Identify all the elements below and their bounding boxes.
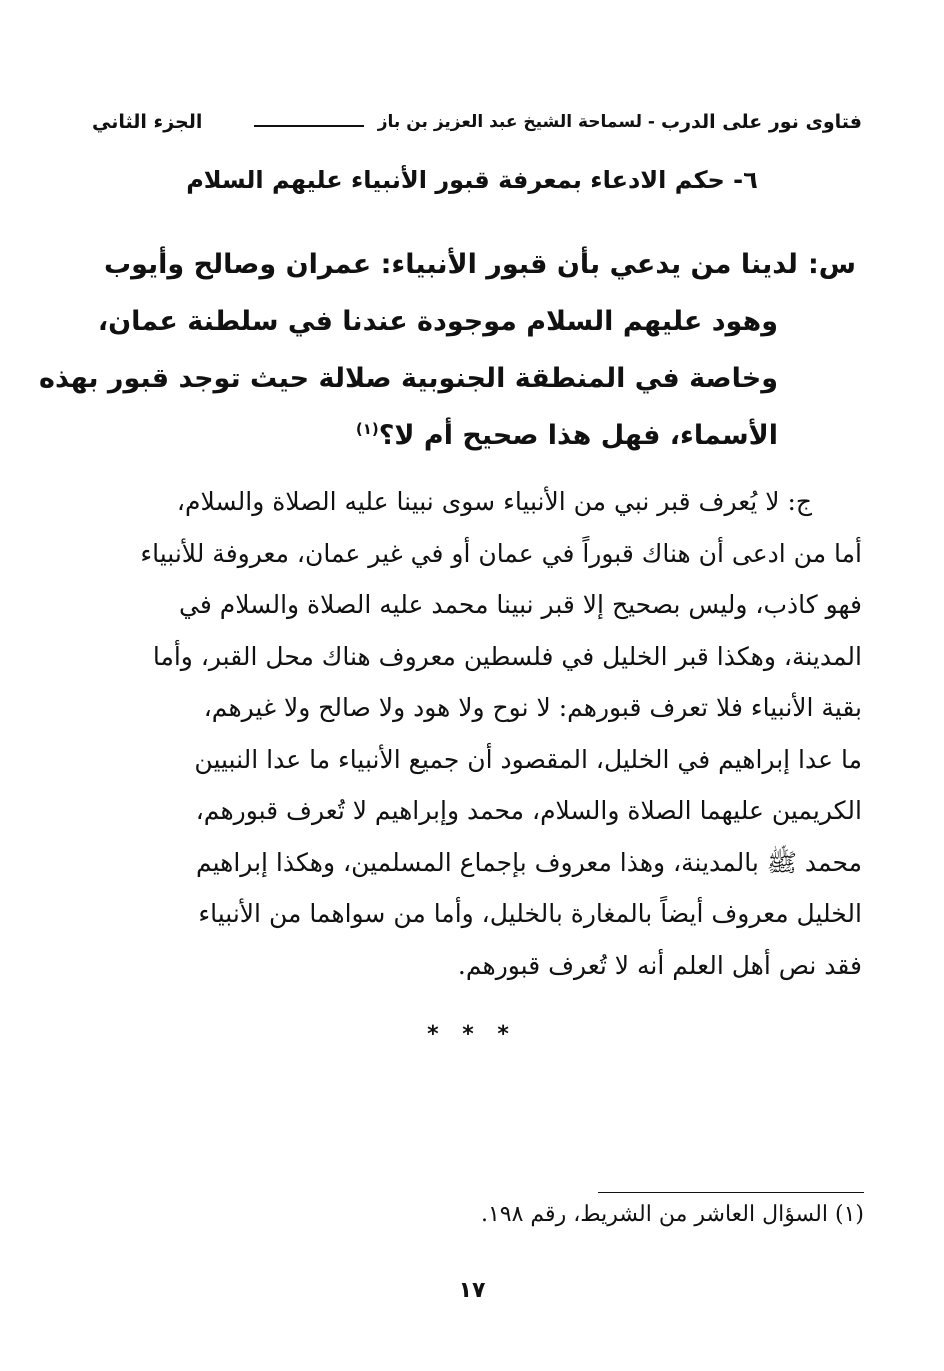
- answer-line: الخليل معروف أيضاً بالمغارة بالخليل، وأما من سواهما من الأنبياء: [198, 899, 862, 928]
- answer-line: الكريمين عليهما الصلاة والسلام، محمد وإبراهيم لا تُعرف قبورهم،: [195, 796, 862, 825]
- section-title: ٦- حكم الادعاء بمعرفة قبور الأنبياء عليهم السلام: [186, 166, 758, 194]
- answer-line: أما من ادعى أن هناك قبوراً في عمان أو في غير عمان، معروفة للأنبياء: [140, 538, 862, 568]
- answer-line: المدينة، وهكذا قبر الخليل في فلسطين معروف هناك محل القبر، وأما: [152, 641, 862, 671]
- part-label: الجزء الثاني: [92, 111, 203, 133]
- answer-label: ج:: [787, 487, 812, 516]
- header-title-group: [246, 111, 862, 133]
- question-line: وخاصة في المنطقة الجنوبية صلالة حيث توجد قبور بهذه: [39, 363, 778, 394]
- book-title: فتاوى نور على الدرب: [661, 111, 862, 133]
- question-label: س:: [807, 249, 856, 280]
- question-line: [110, 407, 856, 464]
- answer-line: [92, 476, 862, 528]
- footnote-reference: (١): [355, 420, 379, 438]
- answer-line: فقد نص أهل العلم أنه لا تُعرف قبورهم.: [457, 950, 862, 980]
- answer-block: [92, 476, 862, 991]
- question-text: الأسماء، فهل هذا صحيح أم لا؟: [378, 420, 778, 451]
- answer-line: بقية الأنبياء فلا تعرف قبورهم: لا نوح ولا هود ولا صالح ولا غيرهم،: [203, 693, 862, 722]
- answer-line: فهو كاذب، وليس بصحيح إلا قبر نبينا محمد عليه الصلاة والسلام في: [179, 590, 862, 619]
- answer-text: لا يُعرف قبر نبي من الأنبياء سوى نبينا عليه الصلاة والسلام،: [176, 487, 780, 516]
- answer-line: ما عدا إبراهيم في الخليل، المقصود أن جميع الأنبياء ما عدا النبيين: [194, 744, 862, 774]
- answer-line: محمد ﷺ بالمدينة، وهذا معروف بإجماع المسلمين، وهكذا إبراهيم: [195, 847, 862, 877]
- question-line: وهود عليهم السلام موجودة عندنا في سلطنة عمان،: [97, 306, 778, 337]
- question-block: [39, 236, 856, 464]
- page-number: ١٧: [458, 1278, 486, 1303]
- question-line: [103, 236, 856, 293]
- question-text: لدينا من يدعي بأن قبور الأنبياء: عمران وصالح وأيوب: [103, 249, 798, 280]
- footnote-rule: [598, 1192, 864, 1193]
- header-rule: [254, 125, 364, 127]
- footnote: (١) السؤال العاشر من الشريط، رقم ١٩٨.: [480, 1202, 864, 1227]
- running-header: [92, 104, 862, 140]
- author-name: - لسماحة الشيخ عبد العزيز بن باز: [377, 112, 655, 132]
- section-separator: * * *: [427, 1022, 517, 1047]
